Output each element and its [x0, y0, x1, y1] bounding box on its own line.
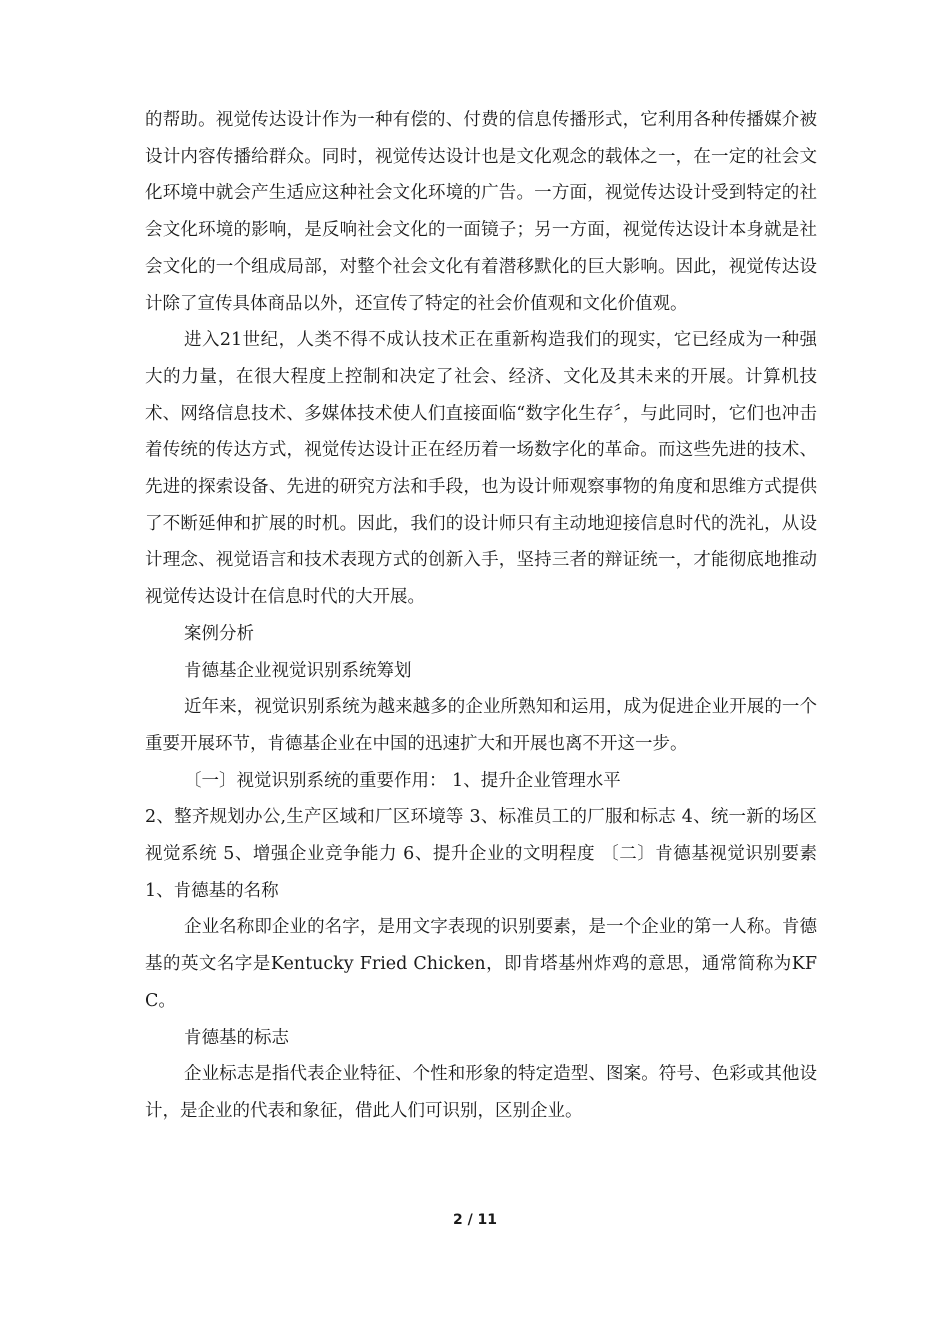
section-heading-case-analysis: 案例分析: [184, 623, 254, 644]
page-number: 2 / 11: [452, 1212, 498, 1228]
paragraph-3: 近年来，视觉识别系统为越来越多的企业所熟知和运用，成为促进企业开展的一个重要开展环节，肯德基企业在中国的迅速扩大和开展也离不开这一步。: [145, 697, 817, 754]
paragraph-2: 进入21世纪，人类不得不成认技术正在重新构造我们的现实，它已经成为一种强大的力量，在很大程度上控制和决定了社会、经济、文化及其未来的开展。计算机技术、网络信息技术、多媒体技术使人们直接面临“数字化生存〞，与此同时，它们也冲击着传统的传达方式，视觉传达设计正在经历着一场数字化的革命。而这些先进的技术、先进的探索设备、先进的研究方法和手段，也为设计师观察事物的角度和思维方式提供了不断延伸和扩展的时机。因此，我们的设计师只有主动地迎接信息时代的洗礼，从设计理念、视觉语言和技术表现方式的创新入手，坚持三者的辩证统一，才能彻底地推动视觉传达设计在信息时代的大开展。: [145, 330, 817, 608]
paragraph-5: 2、整齐规划办公,生产区域和厂区环境等 3、标准员工的厂服和标志 4、统一新的场区视觉系统 5、增强企业竞争能力 6、提升企业的文明程度 〔二〕肯德基视觉识别要素 1、肯德基的名称: [145, 807, 817, 901]
section-subheading-kfc-logo: 肯德基的标志: [184, 1027, 289, 1048]
paragraph-4: 〔一〕视觉识别系统的重要作用： 1、提升企业管理水平: [184, 770, 621, 791]
paragraph-6: 企业名称即企业的名字，是用文字表现的识别要素，是一个企业的第一人称。肯德基的英文名字是Kentucky Fried Chicken，即肯塔基州炸鸡的意思，通常简称为KFC。: [145, 917, 817, 1011]
document-body: [145, 102, 817, 1130]
paragraph-1: 的帮助。视觉传达设计作为一种有偿的、付费的信息传播形式，它利用各种传播媒介被设计内容传播给群众。同时，视觉传达设计也是文化观念的载体之一，在一定的社会文化环境中就会产生适应这种社会文化环境的广告。一方面，视觉传达设计受到特定的社会文化环境的影响，是反响社会文化的一面镜子；另一方面，视觉传达设计本身就是社会文化的一个组成局部，对整个社会文化有着潜移默化的巨大影响。因此，视觉传达设计除了宣传具体商品以外，还宣传了特定的社会价值观和文化价值观。: [145, 110, 817, 314]
paragraph-7: 企业标志是指代表企业特征、个性和形象的特定造型、图案。符号、色彩或其他设计，是企业的代表和象征，借此人们可识别，区别企业。: [145, 1064, 817, 1121]
section-subheading-kfc-vi: 肯德基企业视觉识别系统筹划: [184, 660, 412, 681]
